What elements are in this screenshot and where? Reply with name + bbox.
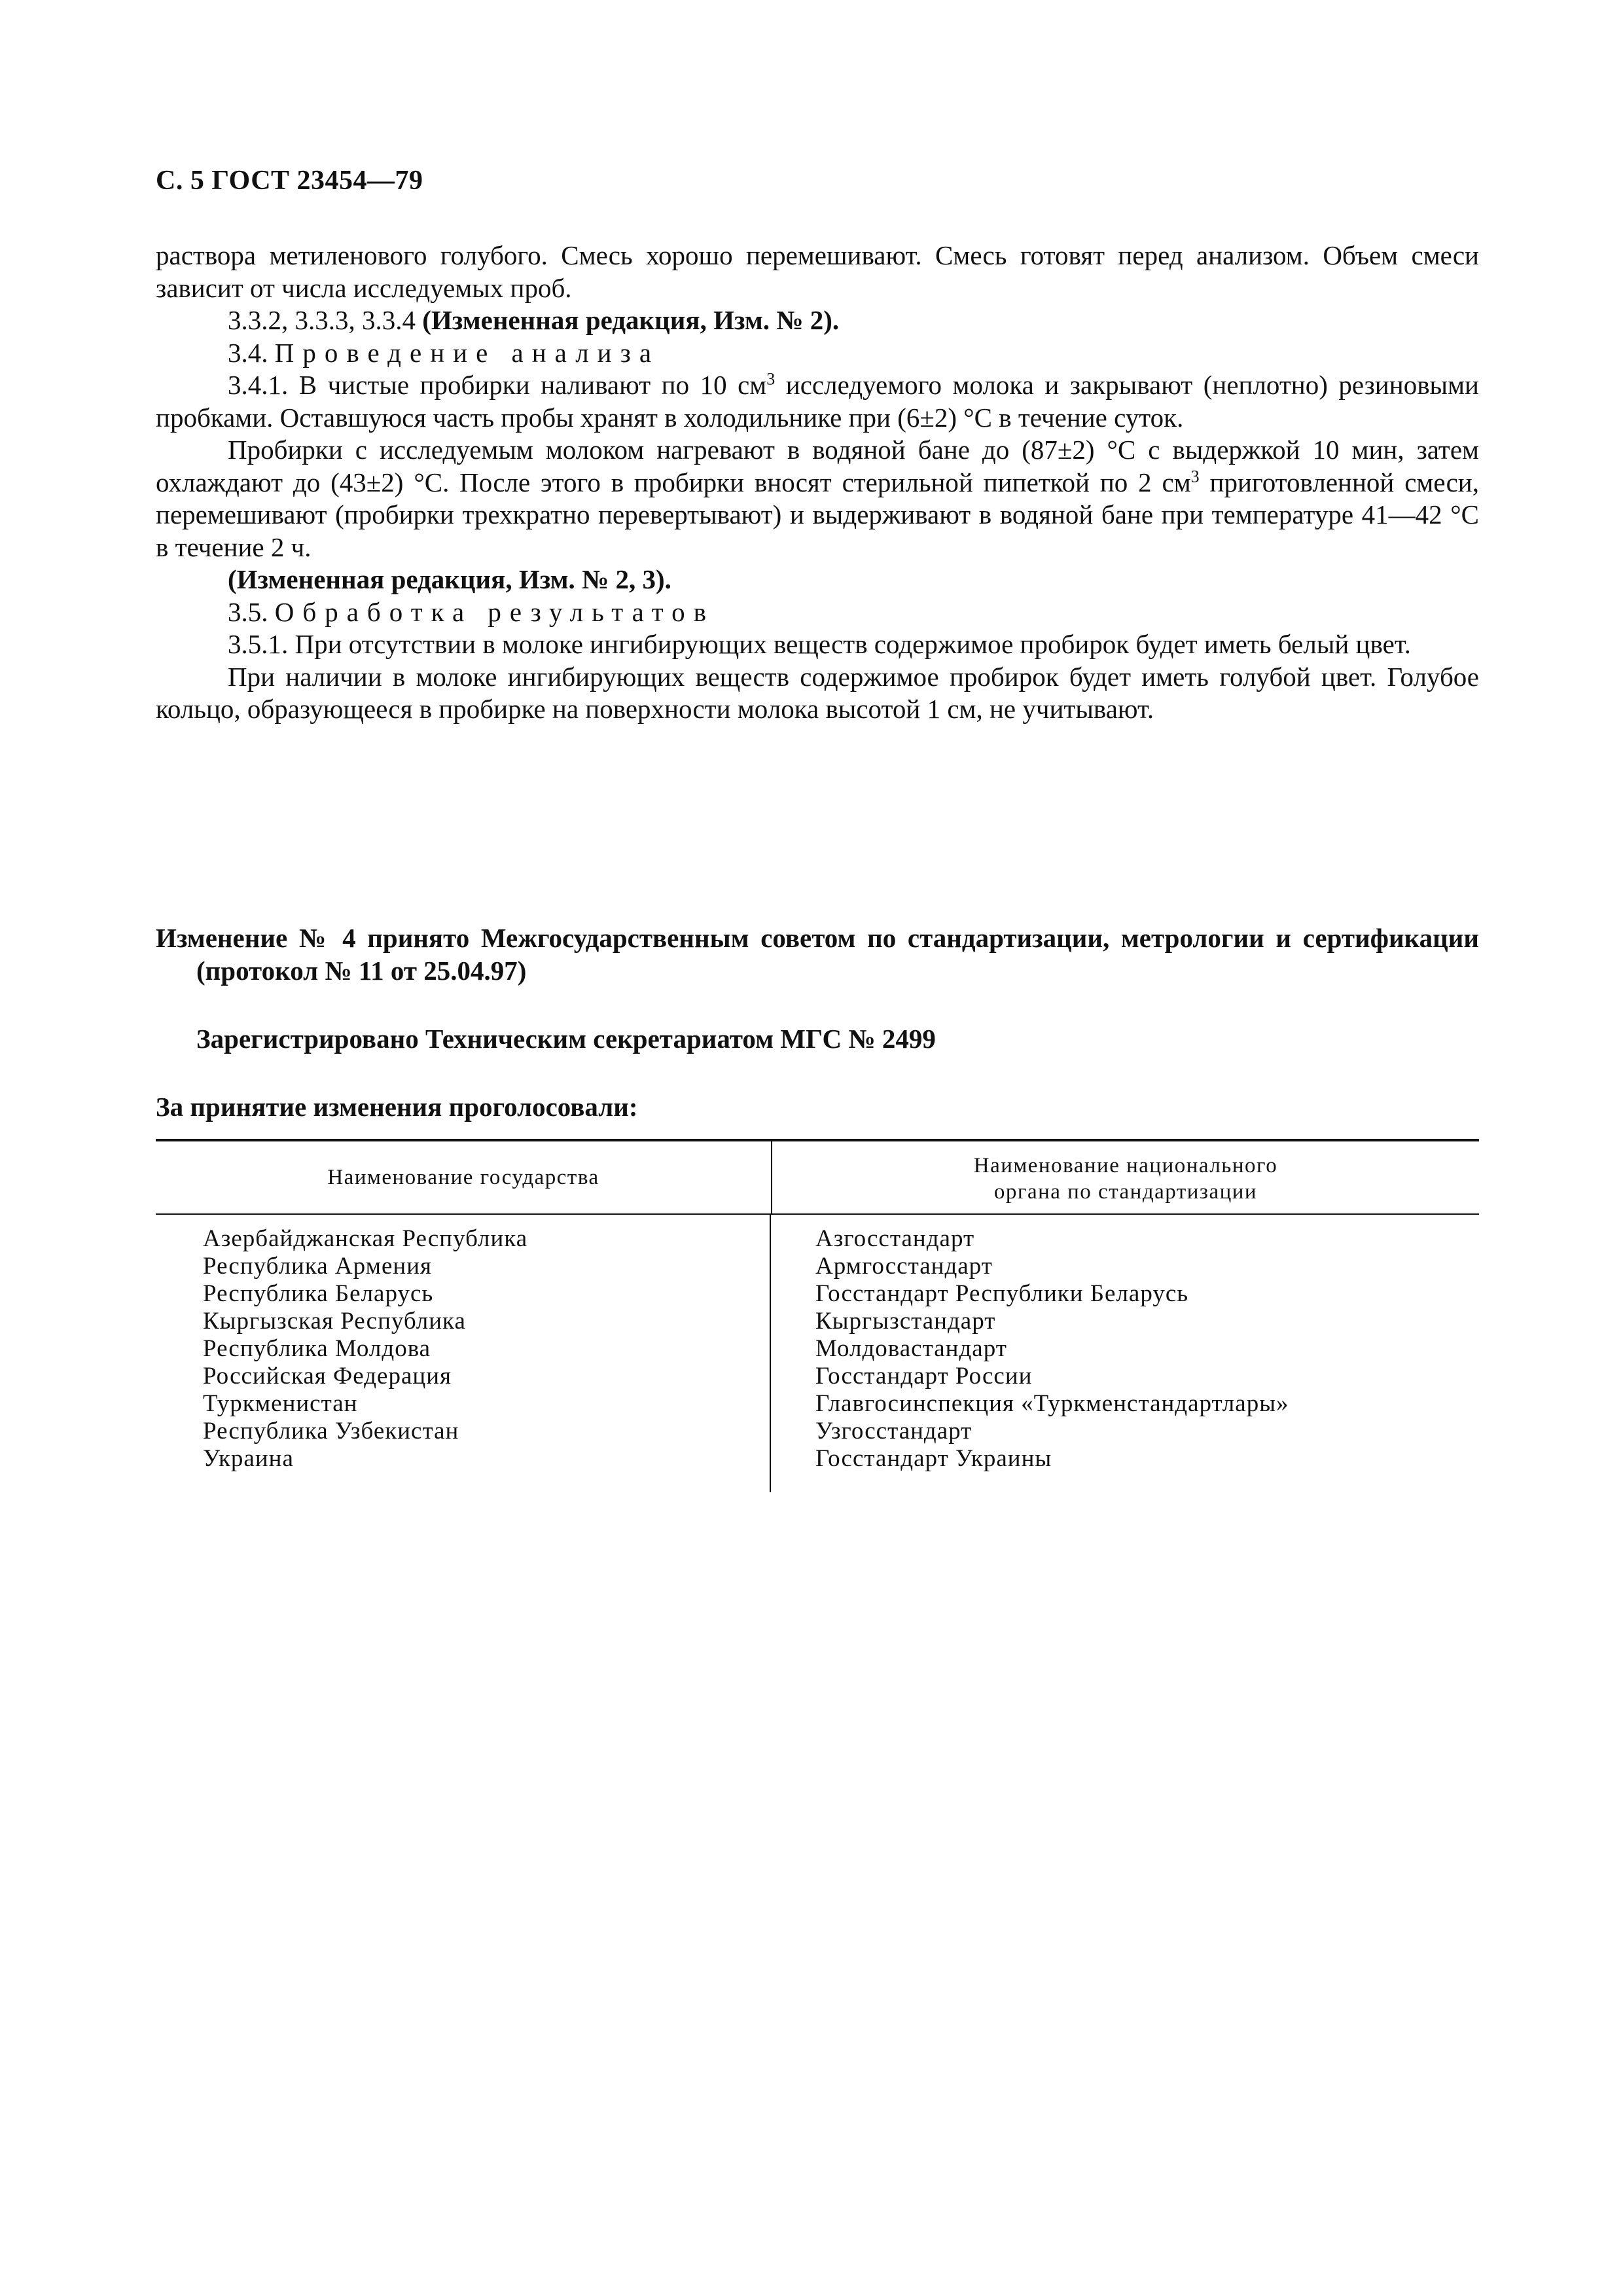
bodies-column xyxy=(771,1215,1479,1492)
table-cell-state: Украина xyxy=(203,1445,294,1472)
paragraph: 3.5.1. При отсутствии в молоке ингибирующих веществ содержимое пробирок будет иметь белый цвет. xyxy=(228,629,1411,659)
column-header-body xyxy=(772,1141,1479,1213)
table-cell-body: Госстандарт Республики Беларусь xyxy=(815,1280,1189,1307)
text-run: Пробирки с исследуемым молоком нагревают в водяной бане до (87±2) °С с выдержкой 10 мин, затем охлаждают до (43±2) °С. После этого в пробирки вносят стерильной пипеткой по 2 см xyxy=(156,435,1479,497)
table-cell-state: Азербайджанская Республика xyxy=(203,1225,528,1252)
table-cell-body: Узгосстандарт xyxy=(815,1418,972,1444)
table-cell-state: Российская Федерация xyxy=(203,1363,452,1390)
table-cell-body: Армгосстандарт xyxy=(815,1253,993,1280)
table-cell-body: Госстандарт России xyxy=(815,1363,1033,1390)
table-cell-body: Главгосинспекция «Туркменстандартлары» xyxy=(815,1390,1289,1417)
voting-table xyxy=(156,1139,1479,1492)
table-header xyxy=(156,1141,1479,1215)
superscript: 3 xyxy=(766,369,776,389)
table-cell-body: Госстандарт Украины xyxy=(815,1445,1052,1472)
revision-note: (Измененная редакция, Изм. № 2). xyxy=(422,305,840,335)
revision-note: (Измененная редакция, Изм. № 2, 3). xyxy=(228,564,671,594)
amendment-block xyxy=(156,922,1479,1123)
text-run: приготовленной смеси, перемешивают (пробирки трехкратно перевертывают) и выдерживают в водяной бане при температуре 41—42 °С в течение 2 ч. xyxy=(156,467,1479,562)
column-header-body-text: Наименование национального органа по стандартизации xyxy=(973,1154,1278,1204)
table-body xyxy=(156,1215,1479,1492)
table-cell-state: Республика Узбекистан xyxy=(203,1418,459,1444)
paragraph: раствора метиленового голубого. Смесь хорошо перемешивают. Смесь готовят перед анализом. Объем смеси зависит от числа исследуемых проб. xyxy=(156,240,1479,303)
page-header: С. 5 ГОСТ 23454—79 xyxy=(156,166,423,196)
section-heading xyxy=(156,337,1479,370)
paragraph xyxy=(156,369,1479,434)
amendment-accepted: Изменение № 4 принято Межгосударственным советом по стандартизации, метрологии и сертификации (протокол № 11 от 25.04.97) xyxy=(156,923,1479,986)
paragraph xyxy=(156,304,1479,337)
amendment-voted: За принятие изменения проголосовали: xyxy=(156,1092,638,1122)
text-run: 3.4.1. В чистые пробирки наливают по 10 см xyxy=(228,370,767,400)
table-cell-body: Кыргызстандарт xyxy=(815,1308,996,1335)
section-title: Проведение анализа xyxy=(274,337,660,368)
table-cell-state: Республика Армения xyxy=(203,1253,433,1280)
section-title: Обработка результатов xyxy=(274,596,715,627)
table-cell-state: Туркменистан xyxy=(203,1390,358,1417)
table-cell-body: Азгосстандарт xyxy=(815,1225,975,1252)
table-cell-body: Молдовастандарт xyxy=(815,1335,1007,1362)
body-text xyxy=(156,240,1479,726)
table-cell-state: Кыргызская Республика xyxy=(203,1308,466,1335)
clause-ref: 3.3.2, 3.3.3, 3.3.4 xyxy=(228,305,423,335)
table-cell-state: Республика Молдова xyxy=(203,1335,431,1362)
section-number: 3.4. xyxy=(228,337,275,368)
paragraph xyxy=(156,434,1479,564)
section-number: 3.5. xyxy=(228,596,275,627)
section-heading xyxy=(156,596,1479,629)
amendment-registered: Зарегистрировано Техническим секретариатом МГС № 2499 xyxy=(196,1024,936,1054)
superscript: 3 xyxy=(1190,466,1200,486)
column-header-state: Наименование государства xyxy=(156,1141,772,1213)
states-column xyxy=(156,1215,771,1492)
table-cell-state: Республика Беларусь xyxy=(203,1280,434,1307)
paragraph: При наличии в молоке ингибирующих веществ содержимое пробирок будет иметь голубой цвет. Голубое кольцо, образующееся в пробирке на поверхности молока высотой 1 см, не учитывают. xyxy=(156,661,1479,724)
text-run: исследуемого молока и закрывают (неплотно) резиновыми пробками. Оставшуюся часть пробы хранят в холодильнике при (6±2) °С в течение суток. xyxy=(156,370,1479,433)
